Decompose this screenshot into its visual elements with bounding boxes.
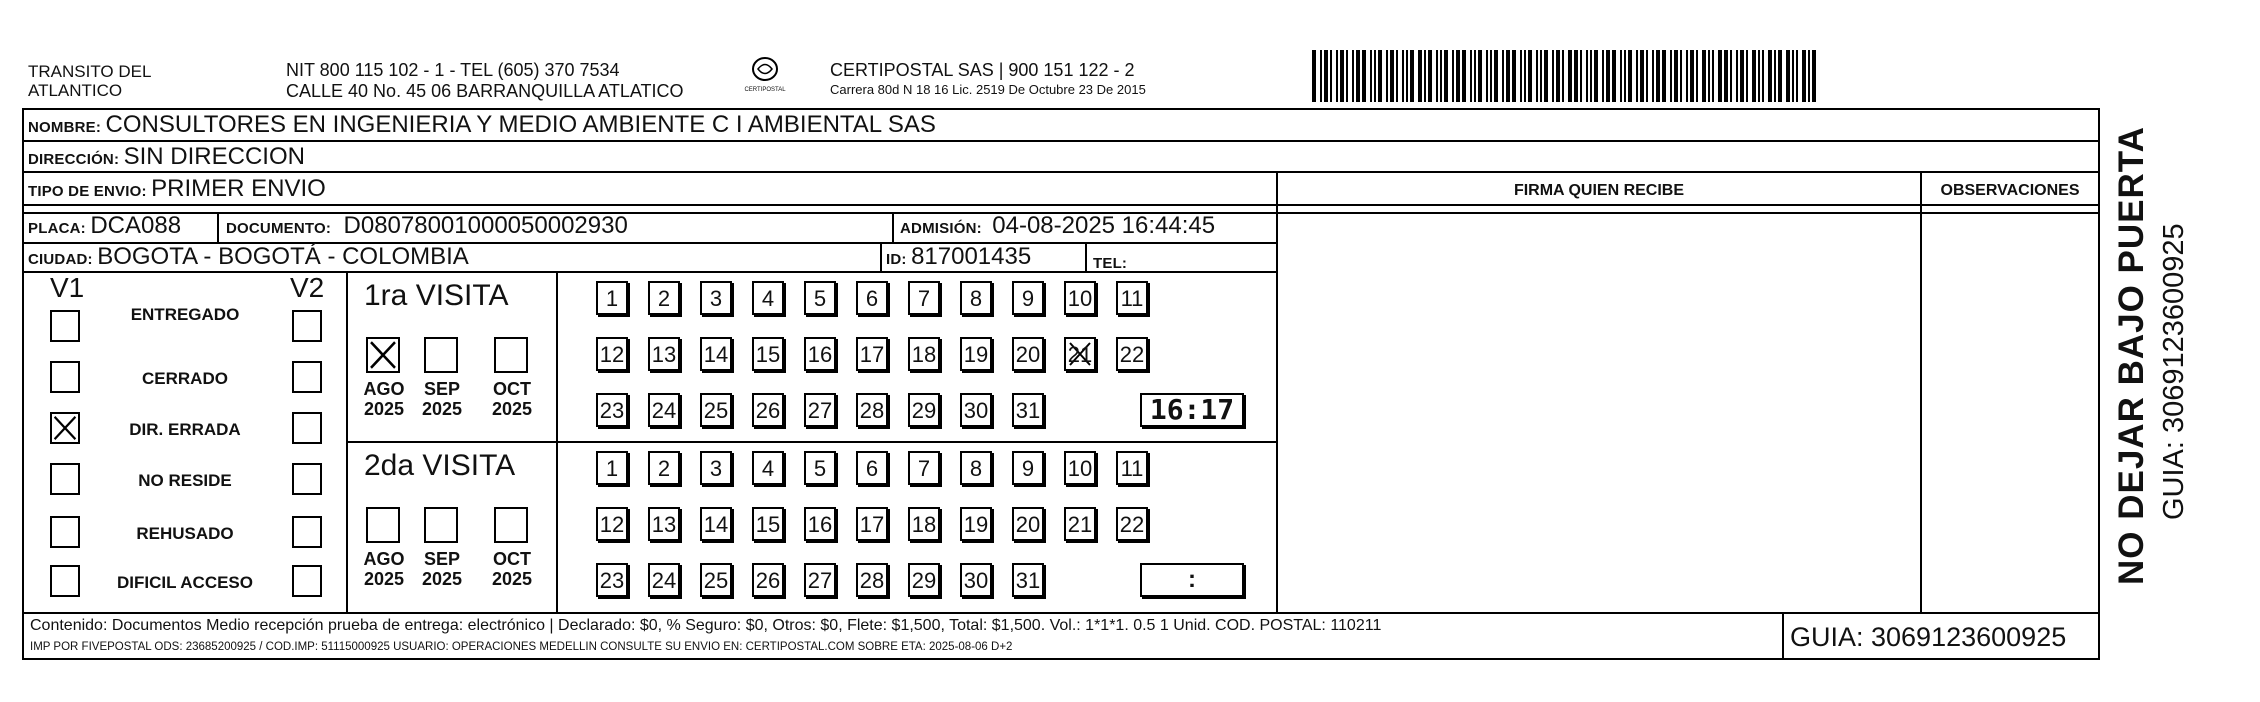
barcode-bar [1802,50,1806,102]
barcode-bar [1462,50,1466,102]
documento-value: D080780010000500029​30 [343,212,628,239]
day-box[interactable]: 28 [856,563,888,597]
month-label: SEP [423,549,461,569]
ciudad-field [28,243,469,271]
day-box[interactable]: 23 [596,393,628,427]
v1-checkbox[interactable] [50,516,80,548]
x-mark-icon [368,339,398,371]
day-box[interactable]: 16 [804,507,836,541]
day-box[interactable]: 23 [596,563,628,597]
barcode-bar [1768,50,1772,102]
day-box[interactable]: 31 [1012,563,1044,597]
barcode-bar [1562,50,1564,102]
day-box[interactable]: 19 [960,337,992,371]
barcode-bar [1586,50,1588,102]
v1-label: V1 [50,272,85,303]
placa-value: DCA088 [90,212,182,239]
day-box[interactable]: 31 [1012,393,1044,427]
barcode-bar [1544,50,1548,102]
documento-label: DOCUMENTO: [226,220,332,237]
visit-time[interactable]: : [1140,563,1244,597]
barcode-bar [1812,50,1816,102]
day-box[interactable]: 25 [700,393,732,427]
month-checkbox[interactable] [366,507,400,543]
year-label: 2025 [491,569,533,589]
barcode-bar [1456,50,1460,102]
barcode-bar [1540,50,1542,102]
barcode-bar [1494,50,1498,102]
month-checkbox[interactable] [494,507,528,543]
sender-line-2: ATLANTICO [28,81,123,100]
status-label: REHUSADO [136,524,234,543]
barcode-bar [1612,50,1616,102]
v1-checkbox[interactable] [50,565,80,597]
barcode-bar [1620,50,1622,102]
logo-text: CERTIPOSTAL [744,87,786,93]
barcode-bar [1696,50,1698,102]
day-box[interactable]: 4 [752,281,784,315]
day-box[interactable]: 24 [648,563,680,597]
barcode-bar [1568,50,1572,102]
month-year-label [484,379,540,419]
day-box[interactable]: 28 [856,393,888,427]
barcode-bar [1436,50,1438,102]
day-box[interactable]: 18 [908,507,940,541]
month-year-label [356,379,412,419]
barcode-bar [1320,50,1322,102]
day-box[interactable]: 3 [700,451,732,485]
day-box[interactable]: 21 [1064,507,1096,541]
status-label: DIFICIL ACCESO [116,573,253,592]
sender-info [286,60,684,102]
barcode-bar [1712,50,1714,102]
month-label: OCT [493,549,531,569]
barcode-bar [1474,50,1476,102]
barcode-bar [1656,50,1660,102]
ciudad-value: BOGOTA - BOGOTÁ - COLOMBIA [97,243,469,270]
v1-checkbox[interactable] [50,310,80,342]
certipostal-logo [740,56,790,94]
day-box[interactable]: 26 [752,393,784,427]
firma-label: FIRMA QUIEN RECIBE [1513,182,1685,199]
day-box[interactable]: 12 [596,337,628,371]
barcode-bar [1370,50,1372,102]
day-box[interactable]: 25 [700,563,732,597]
barcode-bar [1594,50,1598,102]
barcode-bar [1452,50,1454,102]
day-box[interactable]: 2 [648,281,680,315]
day-box[interactable]: 29 [908,563,940,597]
day-box[interactable]: 9 [1012,451,1044,485]
placa-field [28,212,181,240]
v2-checkbox[interactable] [292,565,322,597]
carrier-info [830,60,1146,98]
barcode-bar [1512,50,1516,102]
day-box[interactable]: 29 [908,393,940,427]
day-box[interactable]: 11 [1116,451,1148,485]
barcode-bar [1670,50,1672,102]
nombre-value: CONSULTORES EN INGENIERIA Y MEDIO AMBIENTE C I AMBIENTAL SAS [105,111,936,138]
id-label: ID: [886,251,907,268]
month-label: AGO [363,379,405,399]
day-box[interactable]: 6 [856,451,888,485]
day-box[interactable]: 14 [700,507,732,541]
barcode-bar [1536,50,1538,102]
day-box[interactable]: 30 [960,393,992,427]
side-guia: GUIA: 3069123600925 [2158,223,2190,520]
day-box[interactable]: 13 [648,337,680,371]
barcode-bar [1724,50,1728,102]
barcode-bar [1552,50,1554,102]
day-box[interactable]: 30 [960,563,992,597]
day-box[interactable]: 5 [804,281,836,315]
barcode-bar [1808,50,1810,102]
barcode-bar [1762,50,1764,102]
barcode-bar [1556,50,1560,102]
barcode-bar [1346,50,1348,102]
v1-checkbox[interactable] [50,412,80,444]
barcode-bar [1718,50,1722,102]
tipo-envio-value: PRIMER ENVIO [151,175,326,202]
day-box[interactable]: 18 [908,337,940,371]
day-box[interactable]: 20 [1012,507,1044,541]
day-box[interactable]: 9 [1012,281,1044,315]
v2-label: V2 [290,272,325,303]
day-box[interactable]: 1 [596,281,628,315]
day-box[interactable] [1064,337,1096,371]
tel-label: TEL: [1093,255,1128,272]
month-year-label [414,549,470,589]
day-box[interactable]: 19 [960,507,992,541]
day-box[interactable]: 15 [752,337,784,371]
month-checkbox[interactable] [424,507,458,543]
year-label: 2025 [421,569,463,589]
barcode-bar [1352,50,1354,102]
barcode-bar [1444,50,1448,102]
barcode-bar [1628,50,1632,102]
day-box[interactable]: 22 [1116,337,1148,371]
month-label: AGO [363,549,405,569]
barcode-bar [1730,50,1732,102]
day-box[interactable]: 27 [804,393,836,427]
day-box[interactable]: 15 [752,507,784,541]
barcode-bar [1490,50,1492,102]
day-number: 21 [1067,342,1093,367]
barcode-bar [1736,50,1738,102]
year-label: 2025 [363,569,405,589]
day-box[interactable]: 3 [700,281,732,315]
day-box[interactable]: 20 [1012,337,1044,371]
year-label: 2025 [363,399,405,419]
month-label: OCT [493,379,531,399]
barcode-bar [1336,50,1338,102]
barcode-bar [1590,50,1592,102]
admision-label: ADMISIÓN: [900,220,982,237]
year-label: 2025 [421,399,463,419]
imp-text: IMP POR FIVEPOSTAL ODS: 23685200925 / COD.IMP: 51115000925 USUARIO: OPERACIONES MEDELLIN CONSULTE SU ENVIO EN: CERTIPOSTAL.COM SOBRE ETA: 2025-08-06 D+2 [30,641,1013,653]
barcode-bar [1374,50,1376,102]
day-box[interactable]: 8 [960,451,992,485]
v1-checkbox[interactable] [50,361,80,393]
logo-icon [750,56,780,82]
barcode-bar [1606,50,1610,102]
day-box[interactable]: 24 [648,393,680,427]
direccion-value: SIN DIRECCION [123,143,305,170]
barcode-bar [1640,50,1644,102]
day-box[interactable]: 14 [700,337,732,371]
month-year-label [356,549,412,589]
carrier-license: Carrera 80d N 18 16 Lic. 2519 De Octubre 23 De 2015 [830,82,1146,97]
status-label: DIR. ERRADA [129,420,241,439]
barcode-bar [1602,50,1604,102]
barcode-bar [1746,50,1748,102]
v1-checkbox[interactable] [50,463,80,495]
no-dejar-text: NO DEJAR BAJO PUERTA [2112,126,2151,585]
day-box[interactable]: 5 [804,451,836,485]
observaciones-label: OBSERVACIONES [1940,182,2080,199]
day-box[interactable]: 1 [596,451,628,485]
barcode-bar [1418,50,1422,102]
tel-field [1093,247,1127,275]
barcode-bar [1636,50,1638,102]
day-box[interactable]: 7 [908,451,940,485]
day-box[interactable]: 6 [856,281,888,315]
v2-checkbox[interactable] [292,310,322,342]
barcode-bar [1478,50,1482,102]
barcode-bar [1524,50,1526,102]
status-label: NO RESIDE [138,471,232,490]
barcode-bar [1486,50,1488,102]
v2-checkbox[interactable] [292,361,322,393]
barcode-bar [1340,50,1344,102]
day-box[interactable]: 16 [804,337,836,371]
tipo-envio-field [28,175,326,203]
sender-line-1: TRANSITO DEL [28,62,152,81]
barcode-bar [1686,50,1688,102]
day-box[interactable]: 2 [648,451,680,485]
tipo-envio-label: TIPO DE ENVIO: [28,183,147,200]
barcode-bar [1324,50,1328,102]
barcode-bar [1758,50,1760,102]
barcode-bar [1786,50,1790,102]
barcode-bar [1428,50,1432,102]
barcode-bar [1778,50,1782,102]
footer-guia: GUIA: 3069123600925 [1790,622,2067,652]
month-label: SEP [423,379,461,399]
x-mark-icon [52,414,78,442]
barcode-bar [1362,50,1366,102]
barcode-bar [1528,50,1532,102]
sender-name [28,62,151,100]
admision-value: 04-08-2025 16:44:45 [992,212,1216,239]
direccion-label: DIRECCIÓN: [28,151,120,168]
ciudad-label: CIUDAD: [28,251,93,268]
barcode-bar [1674,50,1678,102]
barcode-bar [1690,50,1694,102]
month-checkbox[interactable] [494,337,528,373]
barcode-bar [1502,50,1504,102]
barcode-bar [1574,50,1578,102]
barcode-bar [1774,50,1776,102]
barcode-bar [1652,50,1654,102]
carrier-name: CERTIPOSTAL SAS | 900 151 122 - 2 [830,60,1135,80]
barcode-bar [1396,50,1398,102]
day-box[interactable]: 12 [596,507,628,541]
barcode-bar [1702,50,1706,102]
documento-field [226,212,628,240]
barcode-bar [1440,50,1442,102]
barcode-bar [1378,50,1382,102]
barcode-bar [1624,50,1626,102]
month-year-label [414,379,470,419]
nombre-field [28,111,936,139]
barcode-bar [1406,50,1408,102]
id-field [886,243,1031,271]
barcode-bar [1520,50,1522,102]
barcode-bar [1470,50,1472,102]
day-box[interactable]: 13 [648,507,680,541]
year-label: 2025 [491,399,533,419]
day-box[interactable]: 27 [804,563,836,597]
v2-checkbox[interactable] [292,463,322,495]
day-box[interactable]: 8 [960,281,992,315]
barcode-bar [1356,50,1360,102]
v2-checkbox[interactable] [292,412,322,444]
barcode-bar [1402,50,1404,102]
visit-title: 2da VISITA [364,449,516,482]
day-box[interactable]: 26 [752,563,784,597]
barcode [1312,50,1820,102]
direccion-field [28,143,305,171]
barcode-bar [1386,50,1388,102]
barcode-bar [1424,50,1426,102]
barcode-bar [1708,50,1710,102]
day-box[interactable]: 10 [1064,281,1096,315]
nombre-label: NOMBRE: [28,119,102,136]
visit-time[interactable]: 16:17 [1140,393,1244,427]
barcode-bar [1410,50,1414,102]
visit-title: 1ra VISITA [364,279,509,312]
placa-label: PLACA: [28,220,86,237]
day-box[interactable]: 4 [752,451,784,485]
barcode-bar [1312,50,1316,102]
barcode-bar [1390,50,1394,102]
day-box[interactable]: 17 [856,337,888,371]
barcode-bar [1792,50,1794,102]
day-box[interactable]: 17 [856,507,888,541]
v2-checkbox[interactable] [292,516,322,548]
barcode-bar [1330,50,1332,102]
day-box[interactable]: 11 [1116,281,1148,315]
barcode-bar [1580,50,1582,102]
month-year-label [484,549,540,589]
day-box[interactable]: 22 [1116,507,1148,541]
month-checkbox[interactable] [366,337,400,373]
barcode-bar [1752,50,1756,102]
sender-nit: NIT 800 115 102 - 1 - TEL (605) 370 7534 [286,60,620,80]
barcode-bar [1740,50,1744,102]
contenido-text: Contenido: Documentos Medio recepción prueba de entrega: electrónico | Declarado: $0, % Seguro: $0, Otros: $0, Flete: $1,500, Total: $1,500. Vol.: 1*1*1. 0.5 1 Unid. COD. POSTAL: 110211 [30,617,1382,634]
barcode-bar [1680,50,1682,102]
sender-address: CALLE 40 No. 45 06 BARRANQUILLA ATLATICO [286,81,684,101]
barcode-bar [1796,50,1798,102]
day-box[interactable]: 7 [908,281,940,315]
admision-field [900,212,1215,240]
month-checkbox[interactable] [424,337,458,373]
status-label: ENTREGADO [130,305,240,324]
barcode-bar [1646,50,1648,102]
day-box[interactable]: 10 [1064,451,1096,485]
barcode-bar [1662,50,1666,102]
status-label: CERRADO [142,369,228,388]
barcode-bar [1506,50,1510,102]
id-value: 817001435 [911,243,1032,270]
